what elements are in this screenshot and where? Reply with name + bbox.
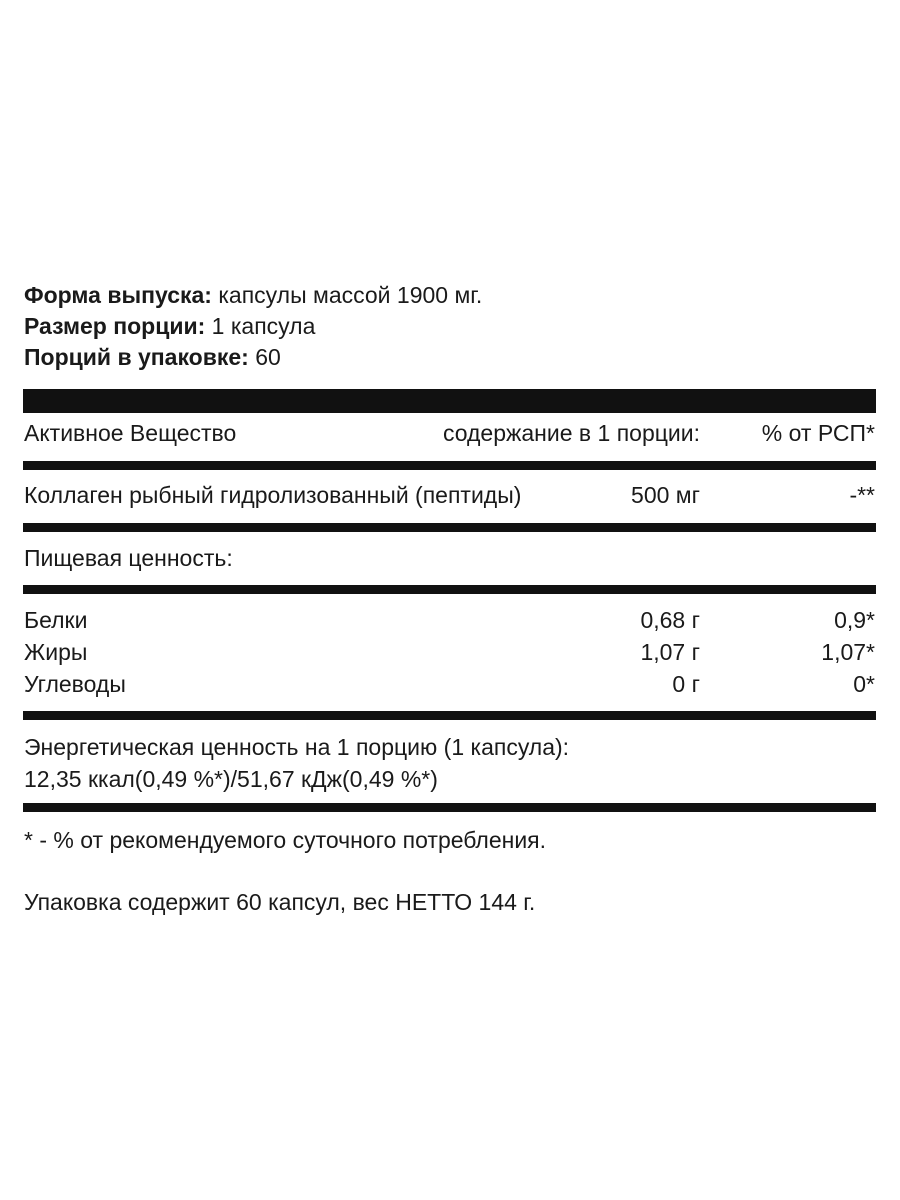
divider xyxy=(23,803,876,812)
header-rsp-percent: % от РСП* xyxy=(761,420,875,446)
nutrient-amount: 1,07 г xyxy=(640,639,700,665)
nutrient-row xyxy=(24,637,875,667)
nutrient-name: Жиры xyxy=(24,639,88,665)
servings-per-pack-label: Порций в упаковке: xyxy=(24,344,249,370)
servings-per-pack-value: 60 xyxy=(248,344,281,370)
header-active-substance: Активное Вещество xyxy=(24,420,237,446)
nutrient-rsp: 1,07* xyxy=(821,639,875,665)
nutrient-amount: 0 г xyxy=(672,671,700,697)
divider xyxy=(23,461,876,470)
form-line xyxy=(24,280,482,310)
active-substance-row xyxy=(24,480,875,510)
header-content-per-serving: содержание в 1 порции: xyxy=(442,420,700,446)
energy-label: Энергетическая ценность на 1 порцию (1 капсула): xyxy=(24,734,570,760)
nutrition-title: Пищевая ценность: xyxy=(24,545,233,571)
divider xyxy=(23,523,876,532)
package-info: Упаковка содержит 60 капсул, вес НЕТТО 144 г. xyxy=(24,889,536,915)
form-value: капсулы массой 1900 мг. xyxy=(211,282,483,308)
divider xyxy=(23,585,876,594)
nutrient-row xyxy=(24,605,875,635)
serving-size-line xyxy=(24,311,315,341)
nutrient-rsp: 0* xyxy=(853,671,875,697)
active-substance-rsp: -** xyxy=(849,482,875,508)
nutrient-name: Белки xyxy=(24,607,88,633)
footnote: * - % от рекомендуемого суточного потребления. xyxy=(24,827,547,853)
serving-size-value: 1 капсула xyxy=(205,313,316,339)
table-header-row xyxy=(24,418,875,448)
energy-value: 12,35 ккал(0,49 %*)/51,67 кДж(0,49 %*) xyxy=(24,766,438,792)
form-label: Форма выпуска: xyxy=(24,282,212,308)
divider xyxy=(23,711,876,720)
nutrient-row xyxy=(24,669,875,699)
servings-per-pack-line xyxy=(24,342,281,372)
serving-size-label: Размер порции: xyxy=(24,313,206,339)
nutrient-name: Углеводы xyxy=(24,671,126,697)
active-substance-name: Коллаген рыбный гидролизованный (пептиды) xyxy=(24,482,522,508)
table-top-bar xyxy=(23,389,876,413)
nutrient-rsp: 0,9* xyxy=(834,607,875,633)
active-substance-amount: 500 мг xyxy=(631,482,700,508)
nutrient-amount: 0,68 г xyxy=(640,607,700,633)
